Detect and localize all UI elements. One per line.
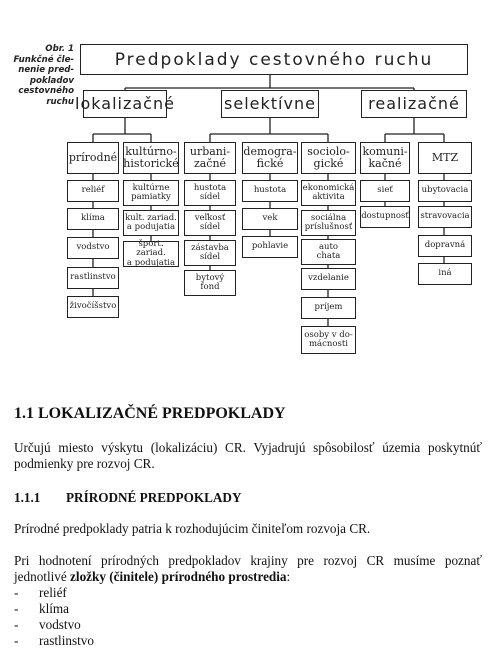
subsection-number: 1.1.1	[14, 490, 41, 505]
list-item-text: klíma	[39, 601, 70, 616]
sub-kulturno-historicke: kultúrno- historické	[123, 142, 179, 174]
list-item-text: reliéf	[39, 585, 67, 600]
item-urban-hustota: hustota sídel	[184, 180, 236, 206]
list-item	[14, 633, 94, 649]
list-bullet: -	[14, 617, 19, 632]
item-komunik-siet: sieť	[360, 180, 410, 202]
item-prirodne-vodstvo: vodstvo	[67, 237, 119, 259]
item-kulturno-sport: šport. zariad. a podujatia	[123, 241, 179, 267]
item-komunik-dostupnost: dostupnosť	[360, 206, 410, 228]
item-socio-ekonomicka: ekonomická aktivita	[301, 180, 356, 206]
item-prirodne-rastlinstvo: rastlinstvo	[67, 267, 119, 289]
paragraph-2	[14, 553, 482, 585]
category-selektivne: selektívne	[221, 90, 319, 118]
subsection-heading	[14, 490, 241, 506]
item-mtz-ina: iná	[418, 263, 472, 285]
paragraph-2-bold: zložky (činitele) prírodného prostredia	[70, 569, 287, 584]
list-item	[14, 601, 94, 617]
item-kulturno-pamiatky: kultúrne pamiatky	[123, 180, 179, 206]
item-socio-osoby: osoby v do- mácnosti	[301, 326, 356, 354]
diagram-title: Predpoklady cestovného ruchu	[80, 44, 468, 75]
item-prirodne-relief: reliéf	[67, 180, 119, 202]
item-socio-prijem: príjem	[301, 297, 356, 319]
item-demo-hustota: hustota	[242, 180, 298, 202]
item-demo-pohlavie: pohlavie	[242, 236, 298, 258]
list-item	[14, 617, 94, 633]
list-item	[14, 585, 94, 601]
sub-urbanizacne: urbani- začné	[184, 142, 236, 174]
list-bullet: -	[14, 601, 19, 616]
item-socio-vzdelanie: vzdelanie	[301, 268, 356, 290]
item-mtz-ubytovacia: ubytovacia	[418, 180, 472, 202]
section-heading: 1.1 LOKALIZAČNÉ PREDPOKLADY	[14, 405, 286, 422]
item-kulturno-zariadenia: kult. zariad. a podujatia	[123, 210, 179, 236]
sub-komunikacne: komuni- kačné	[360, 142, 410, 174]
item-socio-socialna: sociálna príslušnosť	[301, 210, 356, 236]
item-urban-velkost: veľkosť sídel	[184, 210, 236, 236]
item-prirodne-klima: klíma	[67, 208, 119, 230]
item-demo-vek: vek	[242, 208, 298, 230]
item-prirodne-zivocisstvo: živočíšstvo	[67, 296, 119, 318]
sub-mtz: MTZ	[418, 142, 472, 174]
item-urban-bytovy-fond: bytový fond	[184, 270, 236, 296]
factor-list	[14, 585, 94, 649]
paragraph-2-end: :	[286, 569, 291, 584]
category-lokalizacne: lokalizačné	[83, 90, 167, 118]
item-mtz-stravovacia: stravovacia	[418, 206, 472, 228]
figure-caption: Obr. 1 Funkčné čle- nenie pred- pokladov cestovného ruchu	[13, 44, 74, 107]
paragraph-2-text: Pri hodnotení prírodných predpokladov krajiny pre rozvoj CR musíme poznať jednotlivé	[14, 553, 482, 584]
subsection-title: PRÍRODNÉ PREDPOKLADY	[66, 490, 242, 505]
paragraph-1: Prírodné predpoklady patria k rozhodujúcim činiteľom rozvoja CR.	[14, 521, 371, 536]
list-item-text: vodstvo	[39, 617, 81, 632]
category-realizacne: realizačné	[361, 90, 467, 118]
sub-demograficke: demogra- fické	[242, 142, 298, 174]
sub-sociologicke: sociolo- gické	[301, 142, 356, 174]
item-urban-zastavba: zástavba sídel	[184, 240, 236, 266]
list-bullet: -	[14, 585, 19, 600]
sub-prirodne: prírodné	[67, 142, 119, 174]
item-mtz-dopravna: dopravná	[418, 235, 472, 257]
item-socio-auto-chata: auto chata	[301, 239, 356, 265]
list-bullet: -	[14, 633, 19, 648]
list-item-text: rastlinstvo	[39, 633, 94, 648]
section-intro: Určujú miesto výskytu (lokalizáciu) CR. Vyjadrujú spôsobilosť územia poskytnúť podmienky pre rozvoj CR.	[14, 440, 482, 471]
